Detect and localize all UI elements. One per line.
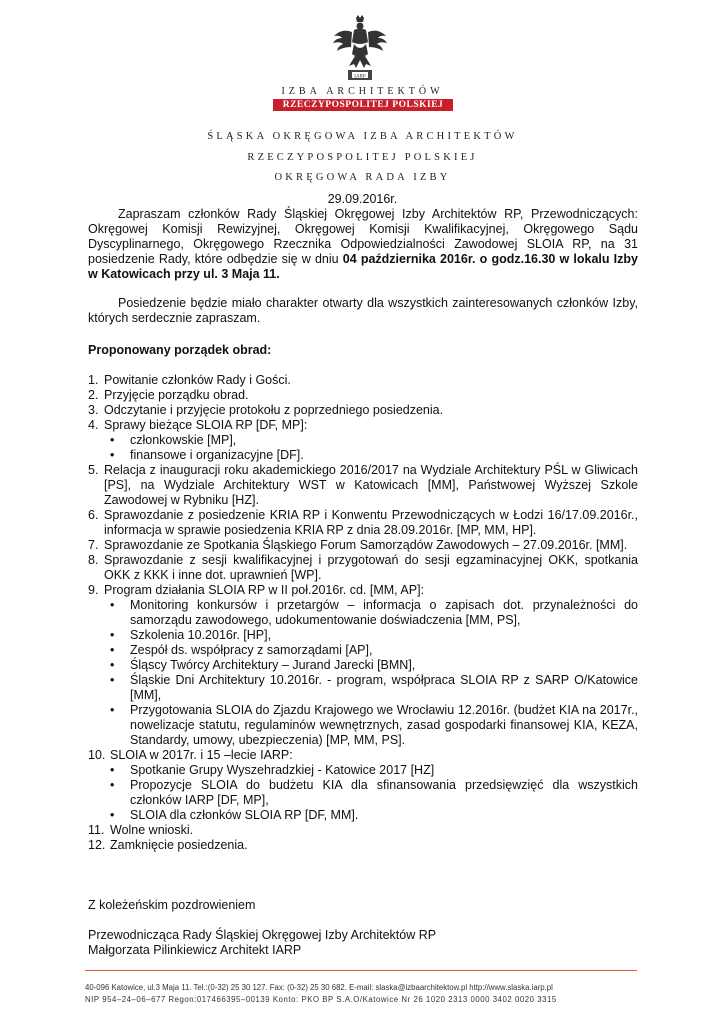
- agenda-subitems-wrapper: [88, 598, 638, 748]
- svg-text:IARP: IARP: [354, 74, 366, 80]
- agenda-item-number: 12.: [88, 838, 106, 852]
- agenda-item-number: 5.: [88, 463, 99, 477]
- invitation-paragraph: [88, 207, 638, 282]
- bullet-icon: •: [110, 433, 115, 447]
- agenda-item-number: 1.: [88, 373, 99, 387]
- agenda-item: [88, 583, 638, 598]
- agenda-item-text: Powitanie członków Rady i Gości.: [104, 373, 291, 387]
- agenda-item-number: 8.: [88, 553, 99, 567]
- agenda-item-text: Odczytanie i przyjęcie protokołu z poprzedniego posiedzenia.: [104, 403, 444, 417]
- bullet-icon: •: [110, 598, 115, 612]
- agenda-item: [88, 388, 638, 403]
- agenda-item: [88, 403, 638, 418]
- eagle-emblem-icon: [330, 14, 390, 84]
- agenda-item: [88, 748, 638, 763]
- agenda-subitems: [88, 763, 638, 823]
- agenda-subitem: [88, 598, 638, 628]
- agenda-item-number: 11.: [88, 823, 105, 837]
- agenda-subitem: [88, 673, 638, 703]
- footer-contact: 40-096 Katowice, ul.3 Maja 11. Tel.:(0-32) 25 30 127. Fax: (0-32) 25 30 682. E-mail: slaska@izbaarchitektow.pl http://www.slaska.iarp.pl: [85, 983, 553, 992]
- agenda-subitem-text: Propozycje SLOIA do budżetu KIA dla sfinansowania przedsięwzięć dla wszystkich członków IARP [DF, MP],: [130, 778, 638, 807]
- open-meeting-note: Posiedzenie będzie miało charakter otwarty dla wszystkich zainteresowanych członków Izby, których serdecznie zapraszam.: [88, 296, 638, 325]
- agenda-subitem: [88, 628, 638, 643]
- agenda-item-text: Wolne wnioski.: [110, 823, 194, 837]
- bullet-icon: •: [110, 448, 115, 462]
- agenda-item-number: 10.: [88, 748, 106, 762]
- org-name-line-2: RZECZYPOSPOLITEJ POLSKIEJ: [247, 152, 478, 163]
- agenda-item-text: Sprawozdanie z posiedzenie KRIA RP i Konwentu Przewodniczących w Łodzi 16/17.09.2016r., informacja w sprawie posiedzenia KRIA RP z dnia 28.09.2016r. [MP, MM, HP].: [104, 508, 638, 537]
- agenda-subitems-wrapper: [88, 763, 638, 823]
- agenda-item-text: Program działania SLOIA RP w II poł.2016r. cd. [MM, AP]:: [104, 583, 425, 597]
- agenda-item-text: Sprawozdanie ze Spotkania Śląskiego Forum Samorządów Zawodowych – 27.09.2016r. [MM].: [104, 538, 628, 552]
- agenda-item-text: Sprawy bieżące SLOIA RP [DF, MP]:: [104, 418, 308, 432]
- bullet-icon: •: [110, 778, 115, 792]
- footer-divider: [85, 970, 637, 971]
- agenda-subitem: [88, 763, 638, 778]
- agenda-subitem-text: finansowe i organizacyjne [DF].: [130, 448, 304, 462]
- agenda-title: Proponowany porządek obrad:: [88, 343, 272, 357]
- agenda-subitem: [88, 433, 638, 448]
- agenda-subitem: [88, 778, 638, 808]
- agenda-item: [88, 463, 638, 508]
- agenda-item: [88, 418, 638, 433]
- agenda-subitem-text: Zespół ds. współpracy z samorządami [AP],: [130, 643, 373, 657]
- invitation-text: Zapraszam członków Rady Śląskiej Okręgowej Izby Architektów RP, Przewodniczących: Okręgowej Komisji Rewizyjnej, Okręgowej Komisji Kwalifikacyjnej, Okręgowego Sądu Dyscyplinarnego, Okręgowego Rzecznika Odpowiedzialności Zawodowej SLOIA RP, na 31 posiedzenie Rady, które odbędzie się w dniu: [88, 207, 638, 266]
- agenda-item-text: Zamknięcie posiedzenia.: [110, 838, 248, 852]
- agenda-item: [88, 373, 638, 388]
- agenda-list: [88, 373, 638, 853]
- agenda-subitem: [88, 658, 638, 673]
- letterhead: [0, 0, 725, 122]
- agenda-item-text: Sprawozdanie z sesji kwalifikacyjnej i przygotowań do sesji egzaminacyjnej OKK, spotkania OKK z KKK i inne dot. uprawnień [WP].: [104, 553, 638, 582]
- agenda-subitem: [88, 808, 638, 823]
- agenda-subitem: [88, 643, 638, 658]
- agenda-item-number: 2.: [88, 388, 99, 402]
- agenda-item-number: 3.: [88, 403, 99, 417]
- agenda-item-number: 9.: [88, 583, 99, 597]
- agenda-item: [88, 508, 638, 538]
- bullet-icon: •: [110, 673, 115, 687]
- bullet-icon: •: [110, 763, 115, 777]
- agenda-subitem: [88, 448, 638, 463]
- signature-name: Małgorzata Pilinkiewicz Architekt IARP: [88, 943, 302, 957]
- footer-bank-info: NIP 954–24–06–677 Regon:017466395–00139 Konto: PKO BP S.A.O/Katowice Nr 26 1020 2313 0000 3402 0020 3315: [85, 995, 557, 1004]
- bullet-icon: •: [110, 628, 115, 642]
- agenda-item-number: 6.: [88, 508, 99, 522]
- rp-red-banner: RZECZYPOSPOLITEJ POLSKIEJ: [273, 99, 453, 111]
- agenda-item-text: Relacja z inauguracji roku akademickiego 2016/2017 na Wydziale Architektury PŚL w Gliwicach [PS], na Wydziale Architektury WST w Katowicach [MM], Państwowej Wyższej Szkole Zawodowej w Rybniku [HZ].: [104, 463, 638, 507]
- agenda-item-number: 4.: [88, 418, 99, 432]
- agenda-subitem-text: Śląscy Twórcy Architektury – Jurand Jarecki [BMN],: [130, 658, 416, 672]
- agenda-item-text: SLOIA w 2017r. i 15 –lecie IARP:: [110, 748, 293, 762]
- document-date: 29.09.2016r.: [327, 192, 398, 206]
- agenda-subitem: [88, 703, 638, 748]
- bullet-icon: •: [110, 808, 115, 822]
- agenda-item: [88, 538, 638, 553]
- org-name-line-1: ŚLĄSKA OKRĘGOWA IZBA ARCHITEKTÓW: [207, 131, 518, 142]
- agenda-subitem-text: SLOIA dla członków SLOIA RP [DF, MM].: [130, 808, 359, 822]
- agenda-item-text: Przyjęcie porządku obrad.: [104, 388, 249, 402]
- agenda-item-number: 7.: [88, 538, 99, 552]
- agenda-item: [88, 823, 638, 838]
- izba-architektow-text: IZBA ARCHITEKTÓW: [281, 86, 444, 97]
- document-body: [88, 207, 638, 958]
- agenda-subitems: [88, 598, 638, 748]
- agenda-subitem-text: Przygotowania SLOIA do Zjazdu Krajowego we Wrocławiu 12.2016r. (budżet KIA na 2017r., nowelizacje statutu, regulaminów wewnętrznych, zasad gospodarki finansowej KIA, KEZA, Standardy, umowy, ubezpieczenia) [MP, MM, PS].: [130, 703, 638, 747]
- agenda-item: [88, 553, 638, 583]
- agenda-subitems-wrapper: [88, 433, 638, 463]
- council-name: OKRĘGOWA RADA IZBY: [274, 172, 451, 183]
- bullet-icon: •: [110, 643, 115, 657]
- agenda-subitem-text: Szkolenia 10.2016r. [HP],: [130, 628, 272, 642]
- agenda-item: [88, 838, 638, 853]
- closing-greeting: Z koleżeńskim pozdrowieniem: [88, 898, 256, 912]
- agenda-subitem-text: Spotkanie Grupy Wyszehradzkiej - Katowice 2017 [HZ]: [130, 763, 435, 777]
- bullet-icon: •: [110, 703, 115, 717]
- agenda-subitem-text: Monitoring konkursów i przetargów – informacja o zapisach dot. przynależności do samorządu zawodowego, udokumentowanie doświadczenia [MM, PS],: [130, 598, 638, 627]
- signature-role: Przewodnicząca Rady Śląskiej Okręgowej Izby Architektów RP: [88, 928, 437, 942]
- meeting-details: 04 października 2016r. o godz.16.30 w lokalu Izby w Katowicach przy ul. 3 Maja 11.: [88, 252, 638, 281]
- bullet-icon: •: [110, 658, 115, 672]
- agenda-subitems: [88, 433, 638, 463]
- agenda-subitem-text: Śląskie Dni Architektury 10.2016r. - program, współpraca SLOIA RP z SARP O/Katowice [MM],: [130, 673, 638, 702]
- agenda-subitem-text: członkowskie [MP],: [130, 433, 237, 447]
